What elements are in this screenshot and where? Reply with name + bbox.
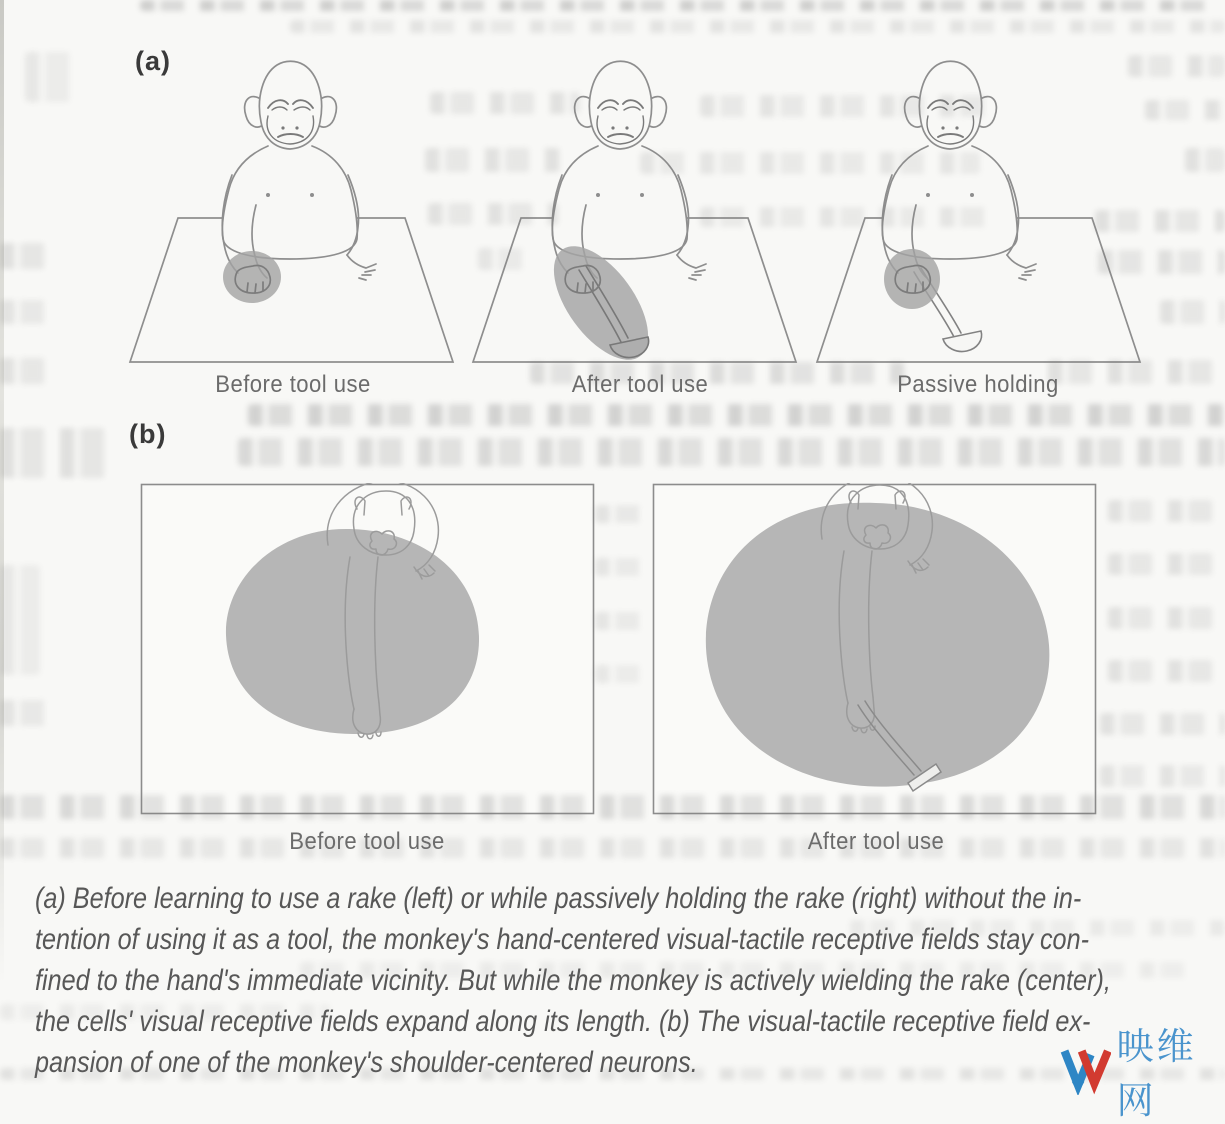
caption-line: the cells' visual receptive fields expand along its length. (b) The visual-tactile receptive field ex-: [35, 1005, 1091, 1038]
caption-line: pansion of one of the monkey's shoulder-centered neurons.: [35, 1046, 698, 1079]
bleed-through-smudge: [0, 700, 55, 726]
panel-a-label-before-tool-use: Before tool use: [215, 371, 371, 398]
bleed-through-smudge: [1108, 553, 1225, 575]
bleed-through-smudge: [0, 243, 58, 269]
bleed-through-smudge: [0, 838, 1225, 858]
monkey-after-tool-use-illustration: [458, 42, 816, 377]
bleed-through-smudge: [595, 612, 650, 630]
bleed-through-smudge: [1108, 500, 1225, 522]
watermark-text: 映维网: [1116, 1025, 1197, 1122]
panel-a-marker: (a): [135, 46, 171, 76]
figure-caption: [35, 878, 1215, 1083]
bleed-through-smudge: [595, 505, 650, 523]
receptive-field-before-tool-use-illustration: [140, 483, 595, 815]
bleed-through-smudge: [25, 52, 80, 102]
bleed-through-smudge: [1160, 300, 1225, 324]
caption-line: (a) Before learning to use a rake (left) or while passively holding the rake (right) without the in-: [35, 882, 1082, 915]
bleed-through-smudge: [290, 20, 1225, 33]
monkey-before-tool-use-illustration: [115, 42, 473, 377]
bleed-through-smudge: [1108, 607, 1225, 629]
bleed-through-smudge: [0, 358, 58, 384]
caption-line: fined to the hand's immediate vicinity. But while the monkey is actively wielding the rake (center),: [35, 964, 1111, 997]
panel-a-label-after-tool-use: After tool use: [571, 371, 709, 398]
bleed-through-smudge: [0, 428, 120, 478]
panel-b-marker: (b): [129, 419, 167, 449]
panel-b-label-before-tool-use: Before tool use: [289, 828, 445, 855]
bleed-through-smudge: [595, 558, 650, 576]
monkey-passive-holding-illustration: [802, 42, 1160, 377]
bleed-through-smudge: [1100, 765, 1225, 787]
bleed-through-smudge: [0, 565, 40, 675]
bleed-through-smudge: [238, 438, 1225, 466]
yivian-logo-icon: [1060, 1045, 1111, 1095]
page-gutter-shadow: [0, 0, 4, 985]
yivian-watermark: [1060, 1016, 1225, 1124]
bleed-through-smudge: [1100, 713, 1225, 735]
receptive-field-after-tool-use-illustration: [652, 483, 1097, 815]
bleed-through-smudge: [595, 665, 650, 683]
bleed-through-smudge: [1108, 660, 1225, 682]
panel-a-label-passive-holding: Passive holding: [897, 371, 1059, 398]
bleed-through-smudge: [248, 404, 1225, 426]
bleed-through-smudge: [140, 0, 1220, 11]
bleed-through-smudge: [1185, 148, 1225, 172]
bleed-through-smudge: [0, 300, 45, 324]
panel-b-label-after-tool-use: After tool use: [807, 828, 945, 855]
caption-line: tention of using it as a tool, the monkey's hand-centered visual-tactile receptive fields stay con-: [35, 923, 1089, 956]
